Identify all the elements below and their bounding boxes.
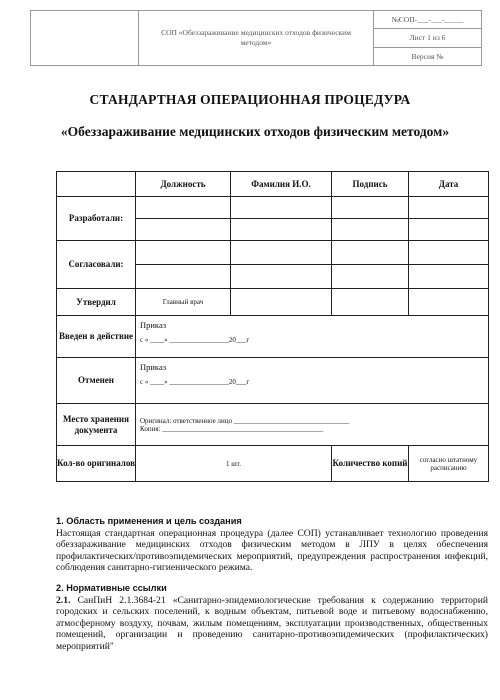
approved-signature[interactable] — [332, 289, 409, 316]
agreed-date-2[interactable] — [409, 265, 489, 289]
developed-signature-2[interactable] — [332, 219, 409, 241]
copies-count-value: согласно штатному расписанию — [409, 446, 489, 482]
approved-name[interactable] — [231, 289, 332, 316]
cancelled-order-date: с « ____» _________________20___г — [140, 378, 250, 386]
page-subtitle: «Обеззараживание медицинских отходов физическим методом» — [60, 124, 450, 139]
approved-position: Главный врач — [136, 289, 231, 316]
developed-signature-1[interactable] — [332, 197, 409, 219]
cancelled-order-cell[interactable] — [136, 358, 489, 404]
section-2-item-text: СанПиН 2.1.3684-21 «Санитарно-эпидемиологические требования к содержанию территорий городских и сельских поселений, к водным объектам, питьевой воде и питьевому водоснабжению, атмосферному воздуху, почвам, жилым помещениям, эксплуатации производственных, общественных помещений, организации и проведению санитарно-противоэпидемических (профилактических) мероприятий" — [56, 594, 488, 652]
developed-position-2[interactable] — [136, 219, 231, 241]
section-2-item — [56, 595, 488, 653]
section-2-heading: 2. Нормативные ссылки — [56, 582, 167, 593]
introduced-order-date: с « ____» _________________20___г — [140, 336, 250, 344]
agreed-position-1[interactable] — [136, 241, 231, 265]
agreed-date-1[interactable] — [409, 241, 489, 265]
developed-date-2[interactable] — [409, 219, 489, 241]
row-label-agreed: Согласовали: — [57, 241, 136, 289]
agreed-signature-1[interactable] — [332, 241, 409, 265]
approved-date[interactable] — [409, 289, 489, 316]
header-doc-title: СОП «Обеззараживание медицинских отходов физическим методом» — [139, 11, 374, 66]
header-logo-area — [31, 11, 139, 66]
table-corner — [57, 172, 136, 197]
developed-name-1[interactable] — [231, 197, 332, 219]
introduced-order-cell[interactable] — [136, 316, 489, 358]
document-body — [56, 516, 488, 653]
header-sop-number: №СОП-___-___-_____ — [374, 11, 482, 29]
storage-copy-line: Копия: ______________________________________________ — [140, 424, 324, 433]
cancelled-order-label: Приказ — [140, 362, 167, 372]
header-sheet: Лист 1 из 6 — [374, 29, 482, 47]
column-header-name: Фамилия И.О. — [231, 172, 332, 197]
approval-table — [56, 171, 489, 482]
agreed-name-2[interactable] — [231, 265, 332, 289]
agreed-position-2[interactable] — [136, 265, 231, 289]
row-label-approved: Утвердил — [57, 289, 136, 316]
column-header-date: Дата — [409, 172, 489, 197]
developed-position-1[interactable] — [136, 197, 231, 219]
page-title: СТАНДАРТНАЯ ОПЕРАЦИОННАЯ ПРОЦЕДУРА — [89, 92, 411, 107]
row-label-developed: Разработали: — [57, 197, 136, 241]
column-header-position: Должность — [136, 172, 231, 197]
section-1-heading: 1. Область применения и цель создания — [56, 516, 242, 526]
document-header — [30, 10, 482, 66]
originals-count-value: 1 шт. — [136, 446, 332, 482]
copies-count-label: Количество копий — [332, 446, 409, 482]
developed-name-2[interactable] — [231, 219, 332, 241]
section-1-text: Настоящая стандартная операционная процедура (далее СОП) устанавливает технологию проведения обеззараживание медицинских отходов физическим методом в ЛПУ в целях обеспечения профилактических/противоэпидемических мероприятий, предупреждения распространения инфекций, соблюдения санитарно-гигиенического режима. — [56, 527, 488, 574]
row-label-introduced: Введен в действие — [57, 316, 136, 358]
agreed-name-1[interactable] — [231, 241, 332, 265]
storage-original-line: Оригинал: ответственное лицо _________________________________ — [140, 416, 350, 425]
introduced-order-label: Приказ — [140, 320, 167, 330]
section-2-item-number: 2.1. — [56, 594, 71, 606]
row-label-cancelled: Отменен — [57, 358, 136, 404]
agreed-signature-2[interactable] — [332, 265, 409, 289]
storage-cell[interactable] — [136, 404, 489, 446]
header-version: Версия № — [374, 47, 482, 65]
row-label-originals-count: Кол-во оригиналов — [57, 446, 136, 482]
developed-date-1[interactable] — [409, 197, 489, 219]
column-header-signature: Подпись — [332, 172, 409, 197]
row-label-storage: Место хранения документа — [57, 404, 136, 446]
